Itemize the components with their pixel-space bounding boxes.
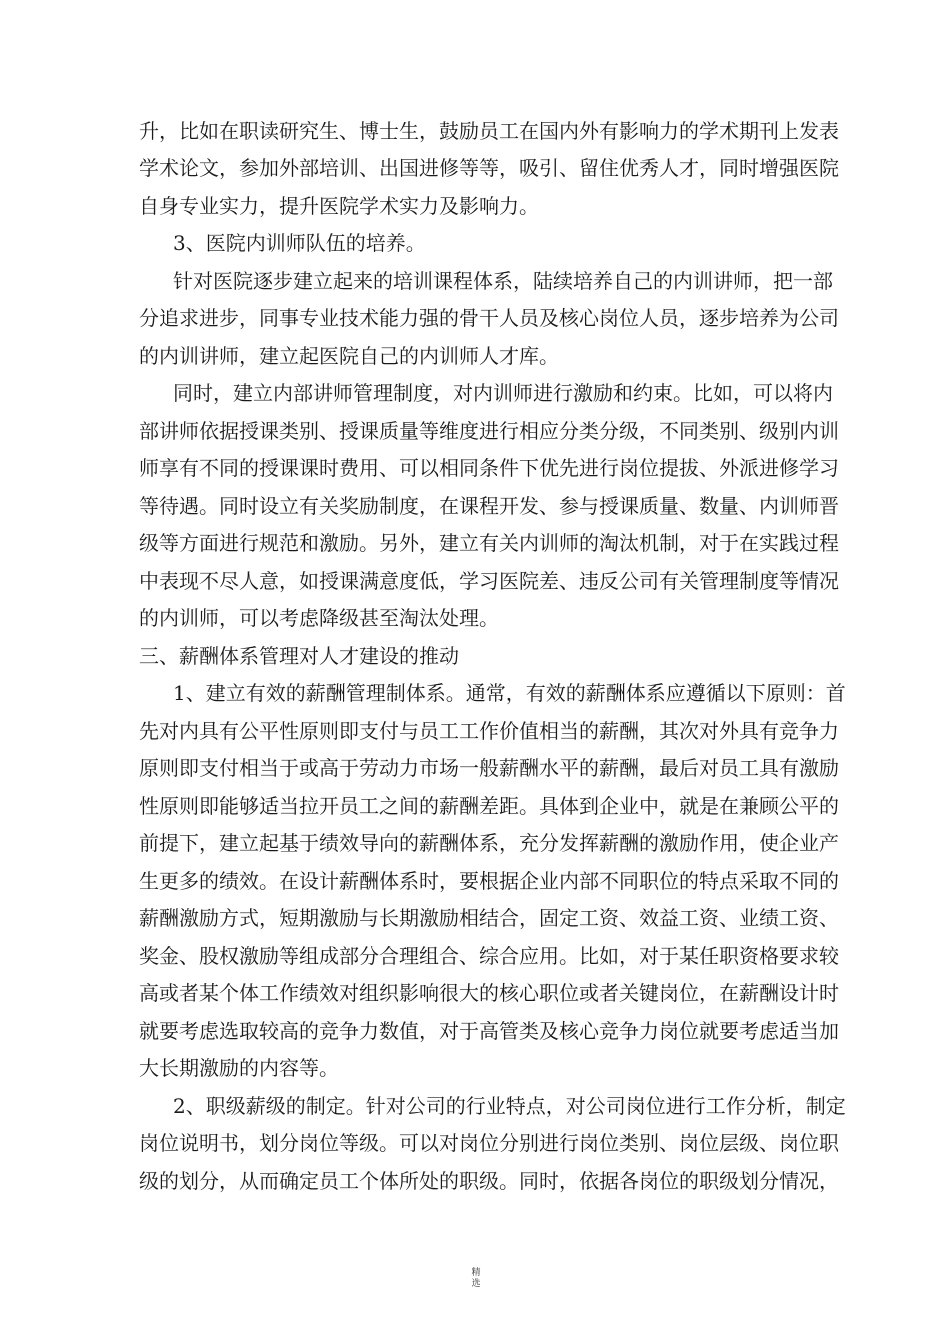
text-line: 大长期激励的内容等。 (139, 1056, 339, 1080)
text-line: 分追求进步，同事专业技术能力强的骨干人员及核心岗位人员，逐步培养为公司 (139, 306, 839, 330)
text-line: 等待遇。同时设立有关奖励制度，在课程开发、参与授课质量、数量、内训师晋 (139, 494, 839, 518)
page-footer (466, 1268, 486, 1290)
section-heading: 三、薪酬体系管理对人才建设的推动 (139, 644, 459, 668)
text-line: 级的划分，从而确定员工个体所处的职级。同时，依据各岗位的职级划分情况， (139, 1169, 839, 1193)
section-heading: 3、医院内训师队伍的培养。 (173, 231, 426, 255)
text-line: 同时，建立内部讲师管理制度，对内训师进行激励和约束。比如，可以将内 (173, 381, 833, 405)
text-line: 前提下，建立起基于绩效导向的薪酬体系，充分发挥薪酬的激励作用，使企业产 (139, 831, 839, 855)
text-line: 升，比如在职读研究生、博士生，鼓励员工在国内外有影响力的学术期刊上发表 (139, 119, 839, 143)
text-line: 岗位说明书，划分岗位等级。可以对岗位分别进行岗位类别、岗位层级、岗位职 (139, 1131, 839, 1155)
text-line: 自身专业实力，提升医院学术实力及影响力。 (139, 194, 539, 218)
text-line: 性原则即能够适当拉开员工之间的薪酬差距。具体到企业中，就是在兼顾公平的 (139, 794, 839, 818)
text-line: 级等方面进行规范和激励。另外，建立有关内训师的淘汰机制，对于在实践过程 (139, 531, 839, 555)
text-line: 中表现不尽人意，如授课满意度低，学习医院差、违反公司有关管理制度等情况 (139, 569, 839, 593)
text-line: 薪酬激励方式，短期激励与长期激励相结合，固定工资、效益工资、业绩工资、 (139, 906, 839, 930)
footer-mark: 选 (471, 1279, 481, 1289)
text-line: 原则即支付相当于或高于劳动力市场一般薪酬水平的薪酬，最后对员工具有激励 (139, 756, 839, 780)
text-line: 就要考虑选取较高的竞争力数值，对于高管类及核心竞争力岗位就要考虑适当加 (139, 1019, 839, 1043)
text-line: 的内训师，可以考虑降级甚至淘汰处理。 (139, 606, 499, 630)
footer-mark: 精 (471, 1268, 481, 1278)
text-line: 先对内具有公平性原则即支付与员工工作价值相当的薪酬，其次对外具有竞争力 (139, 719, 839, 743)
text-line: 针对医院逐步建立起来的培训课程体系，陆续培养自己的内训讲师，把一部 (173, 269, 833, 293)
text-line: 师享有不同的授课课时费用、可以相同条件下优先进行岗位提拔、外派进修学习 (139, 456, 839, 480)
text-line: 1、建立有效的薪酬管理制体系。通常，有效的薪酬体系应遵循以下原则：首 (173, 681, 846, 705)
text-line: 部讲师依据授课类别、授课质量等维度进行相应分类分级，不同类别、级别内训 (139, 419, 839, 443)
text-line: 2、职级薪级的制定。针对公司的行业特点，对公司岗位进行工作分析，制定 (173, 1094, 846, 1118)
text-line: 学术论文，参加外部培训、出国进修等等，吸引、留住优秀人才，同时增强医院 (139, 156, 839, 180)
text-line: 高或者某个体工作绩效对组织影响很大的核心职位或者关键岗位，在薪酬设计时 (139, 981, 839, 1005)
text-line: 的内训讲师，建立起医院自己的内训师人才库。 (139, 344, 559, 368)
text-line: 奖金、股权激励等组成部分合理组合、综合应用。比如，对于某任职资格要求较 (139, 944, 839, 968)
text-line: 生更多的绩效。在设计薪酬体系时，要根据企业内部不同职位的特点采取不同的 (139, 869, 839, 893)
